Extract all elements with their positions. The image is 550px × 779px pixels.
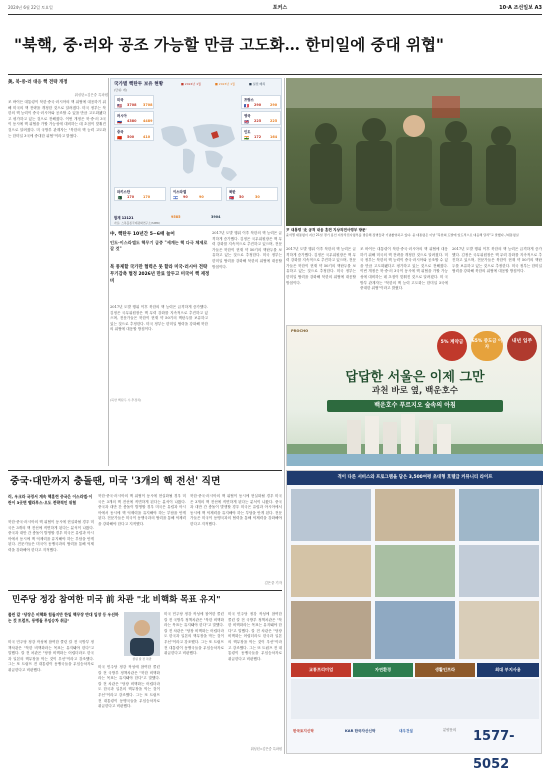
chart-legend-1: ■ 2023년 1월 bbox=[215, 82, 236, 86]
ad2-sponsor-2: KAR 한국자산신탁 bbox=[345, 729, 376, 733]
chart-row-country: 이스라엘 bbox=[173, 190, 187, 194]
ad2-facility-photos bbox=[291, 489, 539, 659]
article-2-body-2: 북한·중국·러시아의 핵 위협이 동시에 현실화될 경우 미국은 3개의 핵 전선에 직면하게 된다는 분석이 나왔다. 중국과 대만 간 충돌이 발생할 경우 미국은 유럽과 아시아에서 동시에 핵 억제력을 유지해야 하는 부담을 안게 된다. 전문가들은 미국이 동맹국과의 협력을 통해 억제력을 강화해야 한다고 지적했다. bbox=[98, 494, 186, 526]
chart-row-country: 미국 bbox=[117, 98, 124, 102]
chart-row-country: 프랑스 bbox=[244, 98, 254, 102]
chart-row-value-2024: 225 bbox=[254, 119, 262, 123]
chart-row-country: 영국 bbox=[244, 114, 251, 118]
flag-icon: 🇫🇷 bbox=[244, 103, 249, 108]
article-3-kicker: 콜린 칼 "당장은 비핵화 힘들지만 한일 핵무장 반대 입장 등 우선하는 것 트럼프, 동맹들 무임승차 취급" bbox=[8, 612, 119, 623]
article-3-body-4: 미국 민주당 정강 작성에 참여한 콜린 칼 전 국방부 정책차관은 "북한 비핵화라는 목표는 유지돼야 한다"고 말했다. 칼 전 차관은 "당장 비핵화는 어렵더라도 한국과 일본의 핵무장을 막는 것이 우선"이라고 강조했다. 그는 또 트럼프 전 대통령이 동맹국들을 무임승차자로 취급한다고 비판했다. bbox=[228, 612, 282, 661]
article-1-byline: 워싱턴=김은중 특파원 bbox=[74, 93, 108, 97]
chart-row-value-2023: 3708 bbox=[143, 103, 153, 107]
chart-row-value-2024: 172 bbox=[254, 135, 262, 139]
ad-tag: PROCHO bbox=[291, 329, 309, 333]
chart-row-value-2024: 50 bbox=[239, 195, 244, 199]
headline-2: 중국·대만까지 충돌땐, 미국 '3개의 핵 전선' 직면 bbox=[10, 476, 221, 487]
ad-building-illustration bbox=[287, 414, 543, 466]
article-1-body: 조 바이든 대통령이 북한·중국·러시아의 핵 위협에 대응하기 위해 미국의 핵 전략을 개정한 것으로 알려졌다. 미국 정부는 북한의 핵 능력이 중국·러시아와 공조할 수 있을 만큼 고도화됐다고 평가하고 있는 것으로 전해졌다. 이번 개정은 북·중·러 3국이 동시에 핵 위협을 가할 가능성에 대비하는 데 초점이 맞춰진 것으로 알려졌다. 미 국방부 관계자는 "북한의 핵 능력 고도화는 한미일 3국에 중대한 위협"이라고 밝혔다. bbox=[8, 100, 106, 138]
article-3-body-3: 미국 민주당 정강 작성에 참여한 콜린 칼 전 국방부 정책차관은 "북한 비핵화라는 목표는 유지돼야 한다"고 말했다. 칼 전 차관은 "당장 비핵화는 어렵더라도 한국과 일본의 핵무장을 막는 것이 우선"이라고 강조했다. 그는 또 트럼프 전 대통령이 동맹국들을 무임승차자로 취급한다고 비판했다. bbox=[98, 665, 160, 709]
chart-row-value-2023: 170 bbox=[143, 195, 151, 199]
flag-icon: 🇰🇵 bbox=[229, 195, 234, 200]
ad2-sponsor-3: 대우건설 bbox=[399, 729, 413, 733]
chart-row-value-2024: 500 bbox=[127, 135, 135, 139]
masthead-page: 10·A 조선일보 A3 bbox=[499, 5, 542, 11]
photo-caption-body: 윤석열 대통령이 지난 21일 경기 용인 지상작전사령부를 방문해 장병들과 기념촬영하고 있다. 윤 대통령은 이날 "북한의 도발에 압도적으로 대응해 달라"고 말했다. /대통령실 bbox=[286, 233, 519, 237]
chart-row-value-2024: 4380 bbox=[127, 119, 137, 123]
article-1-subhead-2: 북 통제할 국가만 협력은 못 할라 미국·러시아 전략무기감축 협정 2026년 만료 앞두고 미국이 핵 재정비 bbox=[110, 265, 210, 284]
article-1-note: (북한 핵탄두 수 추정치) bbox=[110, 398, 142, 402]
chart-row-country: 파키스탄 bbox=[117, 190, 131, 194]
ad2-feature-3: 생활인프라 bbox=[415, 663, 475, 677]
article-3-photo bbox=[124, 612, 160, 656]
ad-badge-3: 내년 입주 bbox=[507, 331, 537, 361]
chart-row bbox=[170, 187, 222, 201]
chart-row-value-2023: 410 bbox=[143, 135, 151, 139]
article-2-body-3: 북한·중국·러시아의 핵 위협이 동시에 현실화될 경우 미국은 3개의 핵 전선에 직면하게 된다는 분석이 나왔다. 중국과 대만 간 충돌이 발생할 경우 미국은 유럽과 아시아에서 동시에 핵 억제력을 유지해야 하는 부담을 안게 된다. 전문가들은 미국이 동맹국과의 협력을 통해 억제력을 강화해야 한다고 지적했다. bbox=[190, 494, 282, 526]
ad-sub: 과천 바로 옆, 백운호수 bbox=[371, 386, 458, 396]
chart-row-value-2023: 290 bbox=[270, 103, 278, 107]
ad-band: 백운호수 푸르지오 숲속의 아침 bbox=[327, 400, 503, 412]
world-map bbox=[153, 119, 241, 185]
chart-row bbox=[241, 127, 281, 141]
ad-lake-apartment bbox=[286, 325, 542, 466]
chart-row bbox=[114, 187, 166, 201]
ad2-feature-details bbox=[291, 679, 539, 719]
article-3-byline: 워싱턴=김은중 특파원 bbox=[250, 747, 282, 751]
article-3-body-2: 미국 민주당 정강 작성에 참여한 콜린 칼 전 국방부 정책차관은 "북한 비핵화라는 목표는 유지돼야 한다"고 말했다. 칼 전 차관은 "당장 비핵화는 어렵더라도 한국과 일본의 핵무장을 막는 것이 우선"이라고 강조했다. 그는 또 트럼프 전 대통령이 동맹국들을 무임승차자로 취급한다고 비판했다. bbox=[164, 612, 224, 656]
article-1-pull: 인도·이스라엘도 핵무기 급증 "세계는 핵 다극 체제로 갈 것" bbox=[110, 240, 208, 252]
chart-row-value-2023: 164 bbox=[270, 135, 278, 139]
chart-total-2: 3904 bbox=[211, 215, 221, 219]
flag-icon: 🇺🇸 bbox=[117, 103, 122, 108]
article-1-subhead: 中, 핵탄두 10년간 5~6배 늘어 bbox=[110, 232, 175, 237]
chart-legend-0: ■ 2024년 1월 bbox=[181, 82, 202, 86]
chart-unit: (단위: 개) bbox=[114, 88, 127, 92]
nuke-chart bbox=[110, 78, 282, 226]
ad-badge-2: 65% 중도금 이자 bbox=[471, 331, 503, 361]
chart-row-value-2023: 30 bbox=[255, 195, 260, 199]
chart-row-country: 인도 bbox=[244, 130, 251, 134]
chart-row bbox=[114, 95, 154, 109]
ad2-hotline-label: 분양문의 bbox=[443, 728, 457, 732]
chart-row-value-2023: 225 bbox=[270, 119, 278, 123]
article-3-photo-caption: 콜린 칼 전 차관 bbox=[132, 657, 152, 661]
chart-row-value-2023: 4489 bbox=[143, 119, 153, 123]
chart-source: 자료: 스톡홀름국제평화연구소(SIPRI) bbox=[114, 221, 161, 225]
masthead-rule bbox=[8, 14, 542, 15]
flag-icon: 🇷🇺 bbox=[117, 119, 122, 124]
masthead-section: 포커스 bbox=[272, 5, 288, 11]
article-2-body-1: 북한·중국·러시아의 핵 위협이 동시에 현실화될 경우 미국은 3개의 핵 전선에 직면하게 된다는 분석이 나왔다. 중국과 대만 간 충돌이 발생할 경우 미국은 유럽과 아시아에서 동시에 핵 억제력을 유지해야 하는 부담을 안게 된다. 전문가들은 미국이 동맹국과의 협력을 통해 억제력을 강화해야 한다고 지적했다. bbox=[8, 520, 94, 552]
ad-headline: 답답한 서울은 이제 그만 bbox=[345, 370, 485, 385]
chart-legend-2: ■ 실전 배치 bbox=[249, 82, 266, 86]
chart-row-country: 북한 bbox=[229, 190, 236, 194]
chart-total-1: 9585 bbox=[171, 215, 181, 219]
chart-row bbox=[241, 95, 281, 109]
chart-row-value-2024: 290 bbox=[254, 103, 262, 107]
headline-1-rule bbox=[8, 74, 542, 75]
article-3-body-1: 미국 민주당 정강 작성에 참여한 콜린 칼 전 국방부 정책차관은 "북한 비핵화라는 목표는 유지돼야 한다"고 말했다. 칼 전 차관은 "당장 비핵화는 어렵더라도 한국과 일본의 핵무장을 막는 것이 우선"이라고 강조했다. 그는 또 트럼프 전 대통령이 동맹국들을 무임승차자로 취급한다고 비판했다. bbox=[8, 640, 94, 672]
chart-title: 국가별 핵탄두 보유 현황 bbox=[114, 82, 164, 87]
flag-icon: 🇮🇳 bbox=[244, 135, 249, 140]
ad2-banner: 격이 다른 서비스와 프로그램을 담은 3,500여평 초대형 호텔급 커뮤니티 라이프 bbox=[287, 471, 543, 485]
ad2-sponsor-1: 한국토지신탁 bbox=[293, 729, 314, 733]
article-2-byline: 김은중 기자 bbox=[264, 581, 282, 585]
flag-icon: 🇨🇳 bbox=[117, 135, 122, 140]
flag-icon: 🇵🇰 bbox=[117, 195, 122, 200]
ad-hotel-community bbox=[286, 470, 542, 772]
chart-row-country: 중국 bbox=[117, 130, 124, 134]
flag-icon: 🇬🇧 bbox=[244, 119, 249, 124]
article-1-body-5: 조 바이든 대통령이 북한·중국·러시아의 핵 위협에 대응하기 위해 미국의 핵 전략을 개정한 것으로 알려졌다. 미국 정부는 북한의 핵 능력이 중국·러시아와 공조할 수 있을 만큼 고도화됐다고 평가하고 있는 것으로 전해졌다. 이번 개정은 북·중·러 3국이 동시에 핵 위협을 가할 가능성에 대비하는 데 초점이 맞춰진 것으로 알려졌다. 미 국방부 관계자는 "북한의 핵 능력 고도화는 한미일 3국에 중대한 위협"이라고 밝혔다. bbox=[360, 247, 448, 291]
photo-soldiers bbox=[286, 78, 542, 226]
chart-row bbox=[114, 127, 154, 141]
article-2-kicker: 러, 우크라 국경서 계속 핵훈련 중국은 이스라엘·이란이 3곳면 벨라루스·오도 전략적인 위협 bbox=[8, 494, 93, 505]
chart-row-value-2024: 3708 bbox=[127, 103, 137, 107]
ad2-feature-4: 최대 부지사용 bbox=[477, 663, 539, 677]
headline-3: 민주당 정강 참여한 미국 前 차관 "北 비핵화 목표 유지" bbox=[12, 595, 221, 605]
chart-row-value-2024: 90 bbox=[183, 195, 188, 199]
chart-row bbox=[241, 111, 281, 125]
ad-badge-1: 5% 계약금 bbox=[437, 331, 467, 361]
article-1-body-4: 2017년 도발 행위 이후 북한의 핵 능력은 급격하게 증가했다. 김정은 국무위원장은 핵 무력 강화를 지속적으로 추진하고 있으며, 전문가들은 북한이 현재 약 50기의 핵탄두를 보유하고 있는 것으로 추정한다. 미국 정부는 한미일 협력을 강화해 북한의 위협에 대응할 방침이다. bbox=[286, 247, 356, 285]
chart-total-0: 합계 12121 bbox=[114, 216, 134, 220]
ad2-hotline: 1577-5052 bbox=[473, 729, 515, 772]
article-1-kicker: 美, 북·중·러 대응 핵 전략 개정 bbox=[8, 80, 68, 85]
article-1-body-6: 2017년 도발 행위 이후 북한의 핵 능력은 급격하게 증가했다. 김정은 국무위원장은 핵 무력 강화를 지속적으로 추진하고 있으며, 전문가들은 북한이 현재 약 50기의 핵탄두를 보유하고 있는 것으로 추정한다. 미국 정부는 한미일 협력을 강화해 북한의 위협에 대응할 방침이다. bbox=[452, 247, 542, 274]
section-2-rule bbox=[8, 470, 282, 471]
flag-icon: 🇮🇱 bbox=[173, 195, 178, 200]
chart-row bbox=[114, 111, 154, 125]
article-1-body-3: 2017년 도발 행위 이후 북한의 핵 능력은 급격하게 증가했다. 김정은 국무위원장은 핵 무력 강화를 지속적으로 추진하고 있으며, 전문가들은 북한이 현재 약 50기의 핵탄두를 보유하고 있는 것으로 추정한다. 미국 정부는 한미일 협력을 강화해 북한의 위협에 대응할 방침이다. bbox=[212, 231, 282, 269]
chart-row-value-2023: 90 bbox=[199, 195, 204, 199]
chart-row-value-2024: 170 bbox=[127, 195, 135, 199]
article-1-body-2: 2017년 도발 행위 이후 북한의 핵 능력은 급격하게 증가했다. 김정은 국무위원장은 핵 무력 강화를 지속적으로 추진하고 있으며, 전문가들은 북한이 현재 약 50기의 핵탄두를 보유하고 있는 것으로 추정한다. 미국 정부는 한미일 협력을 강화해 북한의 위협에 대응할 방침이다. bbox=[110, 305, 208, 332]
masthead-date: 2024년 6월 22일 토요일 bbox=[8, 5, 53, 10]
ad2-feature-1: 교통프리미엄 bbox=[291, 663, 351, 677]
photo-caption: 尹 대통령 '北 공격 대응 훈련 지상작전사령부 방문' bbox=[286, 228, 367, 232]
chart-row-country: 러시아 bbox=[117, 114, 127, 118]
headline-1: "북핵, 중·러와 공조 가능할 만큼 고도화… 한미일에 중대 위협" bbox=[14, 35, 444, 54]
section-3-rule bbox=[8, 590, 282, 591]
ad2-feature-2: 자연환경 bbox=[353, 663, 413, 677]
chart-row bbox=[226, 187, 278, 201]
divider-1 bbox=[108, 78, 109, 466]
divider-2 bbox=[284, 78, 285, 754]
